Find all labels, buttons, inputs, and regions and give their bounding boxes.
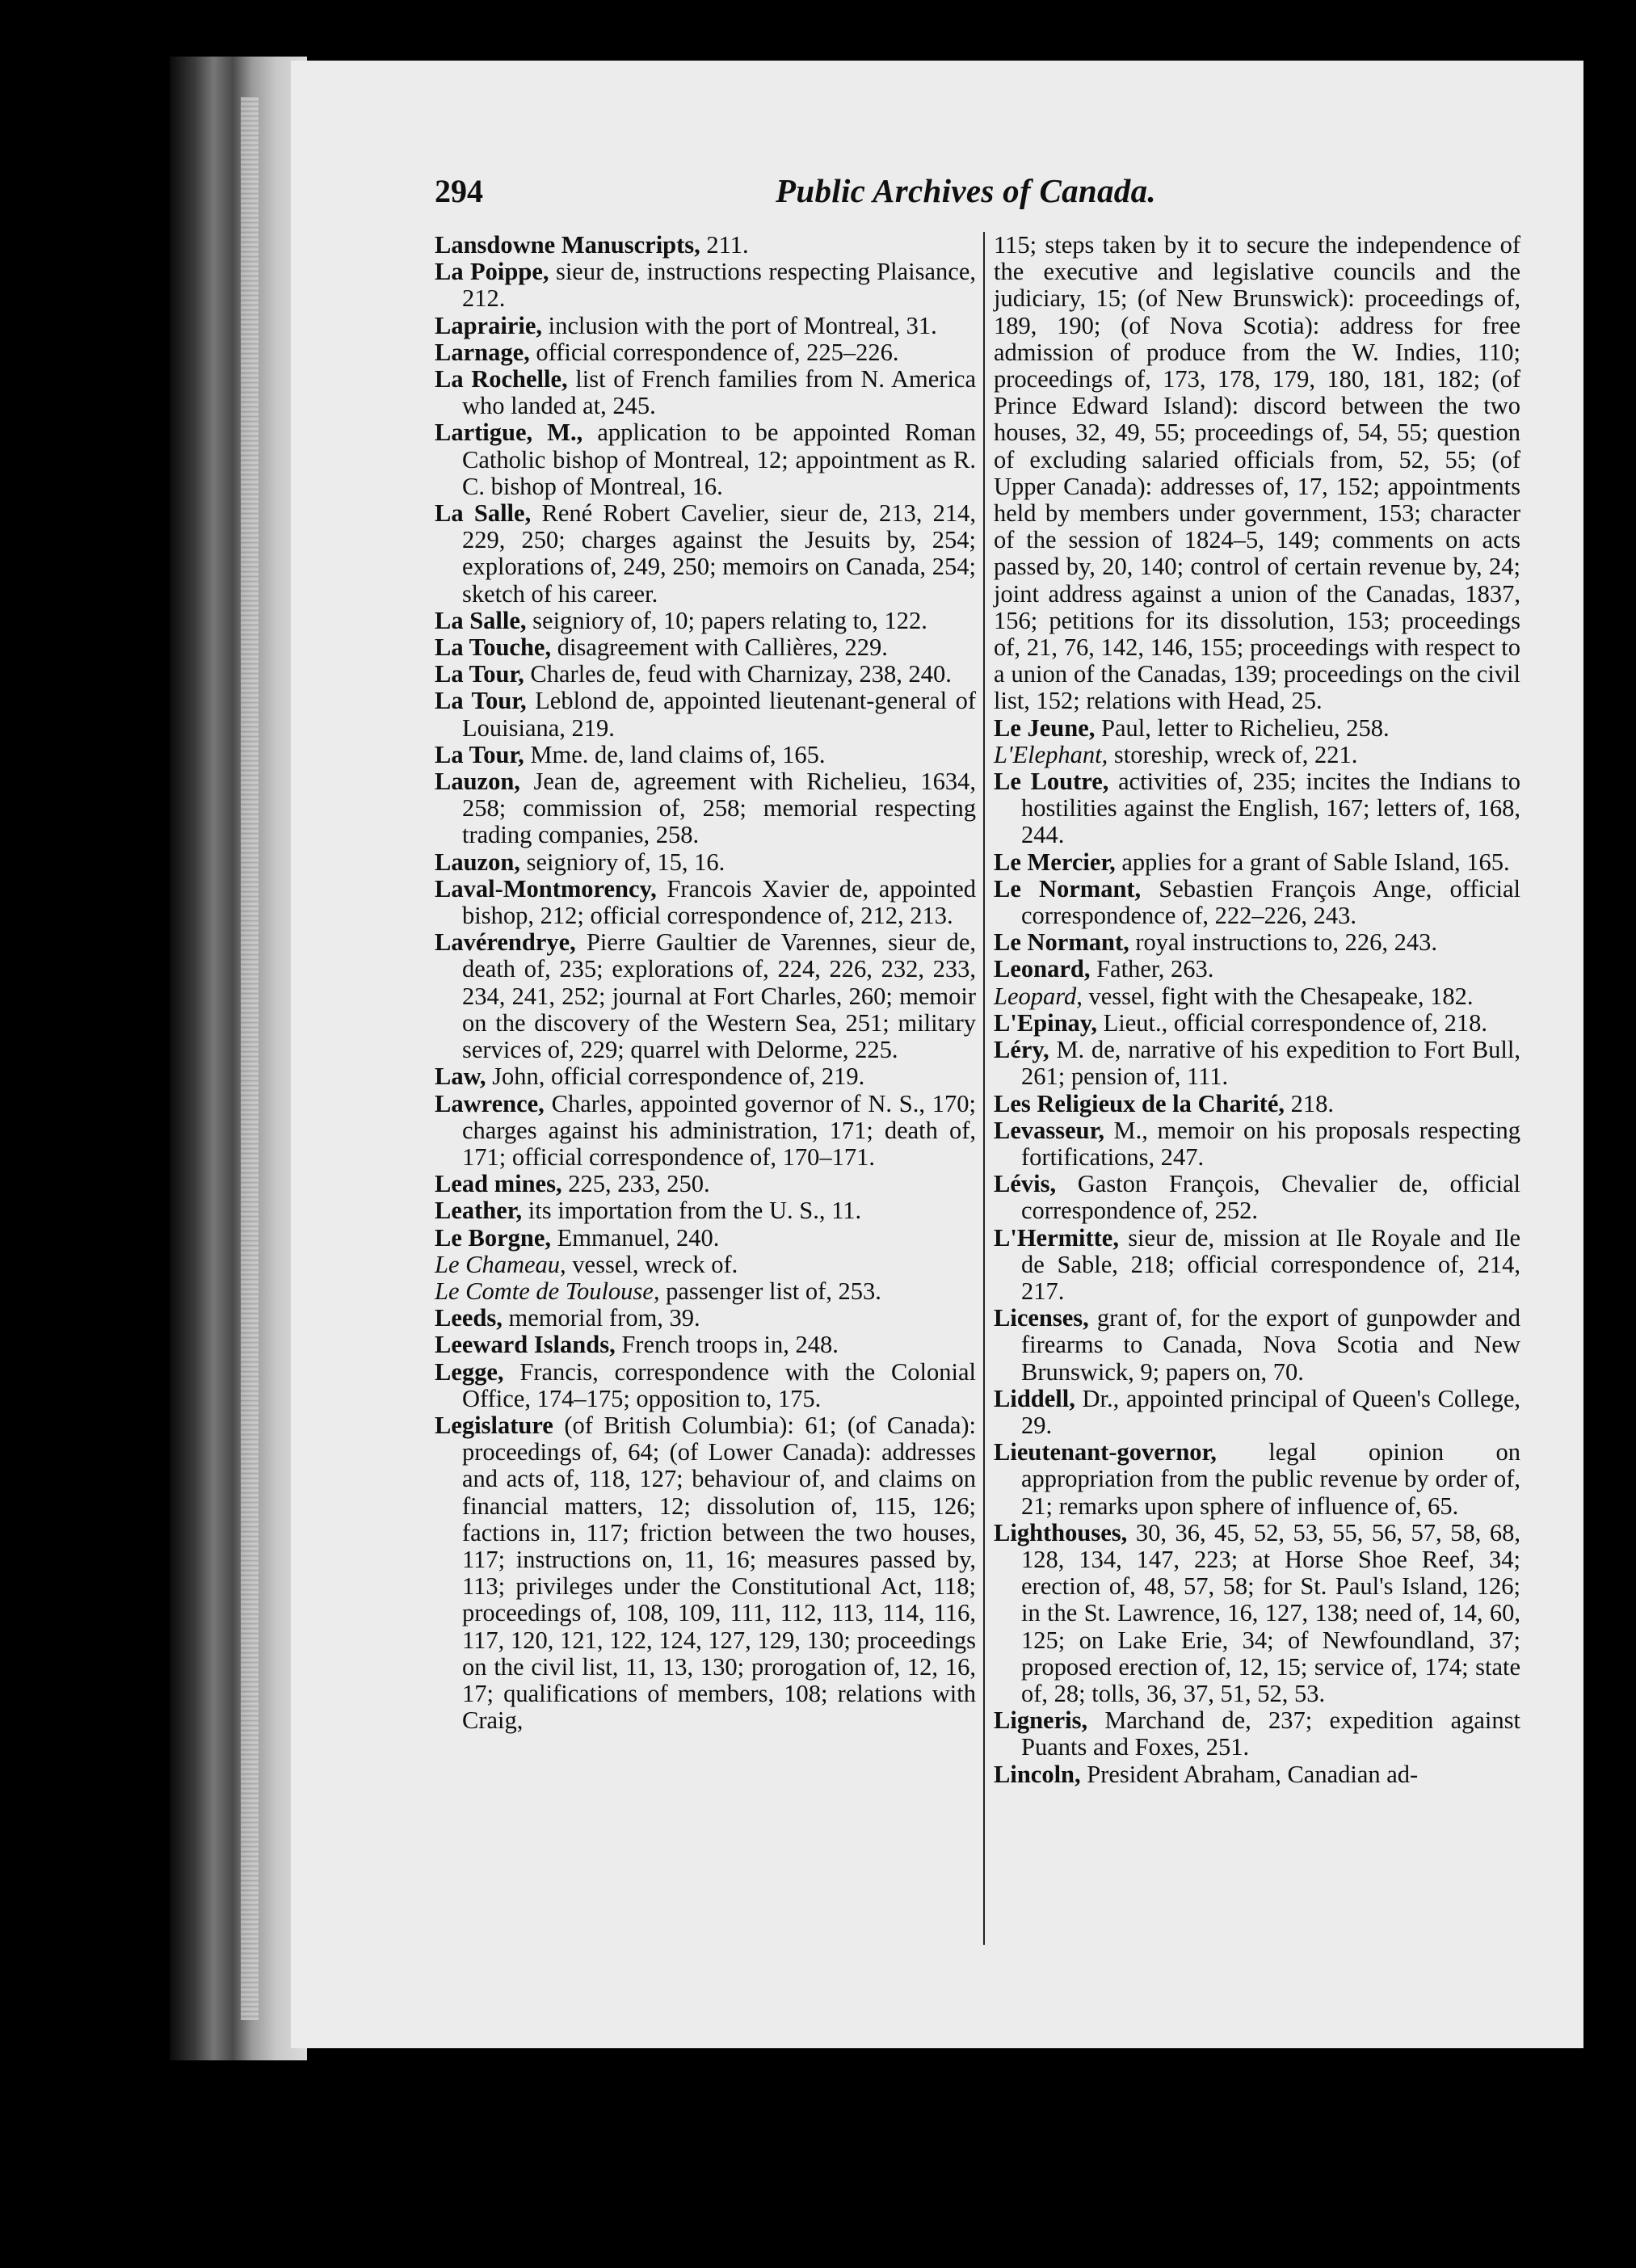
entry-text: 30, 36, 45, 52, 53, 55, 56, 57, 58, 68, 128, 134, 147, 223; at Horse Shoe Reef, 34; erection of, 48, 57, 58; for St. Paul's Island, 126; in the St. Lawrence, 16, 127, 138; need of, 14, 60, 125; on Lake Erie, 34; of Newfoundland, 37; proposed erection of, 12, 15; service of, 174; state of, 28; tolls, 36, 37, 51, 52, 53. (1021, 1518, 1520, 1707)
entry-heading: La Salle, (435, 499, 532, 528)
entry-heading: La Touche, (435, 633, 552, 662)
entry-text: vessel, fight with the Chesapeake, 182. (1082, 982, 1474, 1010)
index-entry (435, 1359, 976, 1412)
entry-heading: Liddell, (994, 1384, 1075, 1412)
entry-text: Gaston François, Chevalier de, official correspondence of, 252. (1021, 1170, 1520, 1225)
index-entry (994, 1520, 1520, 1707)
column-divider (983, 232, 985, 1945)
entry-text: activities of, 235; incites the Indians to hostilities against the English, 167; letters of, 168, 244. (1021, 768, 1520, 849)
entry-heading: Law, (435, 1062, 486, 1091)
entry-heading: Larnage, (435, 338, 530, 366)
running-title: Public Archives of Canada. (776, 172, 1156, 209)
index-entry (435, 1063, 976, 1090)
index-entry (994, 956, 1520, 983)
index-entry (435, 1225, 976, 1252)
entry-text: seigniory of, 10; papers relating to, 122. (526, 606, 927, 634)
page-edge-stripes (241, 97, 259, 2020)
index-entry (994, 929, 1520, 956)
index-entry (435, 688, 976, 741)
index-entry (435, 1252, 976, 1278)
index-entry (994, 742, 1520, 768)
index-entry (435, 929, 976, 1063)
entry-heading: Lauzon, (435, 768, 520, 796)
entry-text: Francis, correspondence with the Colonial Office, 174–175; opposition to, 175. (462, 1357, 976, 1412)
index-entry (435, 313, 976, 339)
index-entry (435, 876, 976, 929)
entry-text: legal opinion on appropriation from the public revenue by order of, 21; remarks upon sphere of influence of, 65. (1021, 1438, 1520, 1520)
index-entry (435, 1091, 976, 1172)
index-entry (435, 742, 976, 768)
entry-heading: Levasseur, (994, 1116, 1104, 1144)
continued-entry-text: 115; steps taken by it to secure the independence of the executive and legislative councils and the judiciary, 15; (of New Brunswick): proceedings of, 189, 190; (of Nova Scotia): address for free admission of produce from the W. Indies, 110; proceedings of, 173, 178, 179, 180, 181, 182; (of Prince Edward Island): discord between the two houses, 32, 49, 55; proceedings of, 54, 55; question of excluding salaried officials from, 52, 55; (of Upper Canada): addresses of, 17, 152; appointments held by members under government, 153; character of the session of 1824–5, 149; comments on acts passed by, 20, 140; control of certain revenue by, 24; joint address against a union of the Canadas, 1837, 156; petitions for its dissolution, 153; proceedings of, 21, 76, 142, 146, 155; proceedings with respect to a union of the Canadas, 139; proceedings on the civil list, 152; relations with Head, 25. (994, 231, 1520, 715)
entry-heading: La Tour, (435, 740, 524, 768)
index-entry (994, 1386, 1520, 1439)
entry-text: seigniory of, 15, 16. (519, 848, 725, 876)
entry-heading: Lévis, (994, 1170, 1057, 1198)
entry-text: Lieut., official correspondence of, 218. (1097, 1008, 1488, 1037)
index-entry (994, 1117, 1520, 1171)
entry-heading: La Salle, (435, 606, 527, 634)
entry-text: storeship, wreck of, 221. (1108, 740, 1358, 768)
entry-heading: Leather, (435, 1197, 523, 1225)
entry-heading: Lawrence, (435, 1089, 545, 1117)
entry-heading: La Tour, (435, 660, 524, 688)
index-entry (435, 419, 976, 500)
entry-text: passenger list of, 253. (659, 1277, 881, 1305)
entry-text: French troops in, 248. (615, 1331, 839, 1359)
index-entry (435, 366, 976, 419)
entry-heading: L'Hermitte, (994, 1223, 1119, 1252)
index-entry (435, 849, 976, 876)
index-entry (435, 259, 976, 312)
entry-heading: Leonard, (994, 955, 1091, 983)
entry-text: Emmanuel, 240. (551, 1223, 720, 1252)
entry-text: Francois Xavier de, appointed bishop, 212; official correspondence of, 212, 213. (462, 874, 976, 930)
entry-heading: L'Epinay, (994, 1008, 1098, 1037)
entry-text: M., memoir on his proposals respecting fortifications, 247. (1021, 1116, 1520, 1171)
index-column-left (435, 232, 976, 1734)
entry-heading: Laval-Montmorency, (435, 874, 657, 903)
entry-heading: Lighthouses, (994, 1518, 1128, 1546)
entry-heading: Le Borgne, (435, 1223, 552, 1252)
entry-text: 225, 233, 250. (561, 1170, 710, 1198)
entry-text: Jean de, agreement with Richelieu, 1634, 258; commission of, 258; memorial respecting trading companies, 258. (462, 768, 976, 849)
index-entry (435, 634, 976, 661)
entry-heading: Les Religieux de la Charité, (994, 1089, 1285, 1117)
entry-text: grant of, for the export of gunpowder and firearms to Canada, Nova Scotia and New Brunswick, 9; papers on, 70. (1021, 1304, 1520, 1386)
entry-text: sieur de, instructions respecting Plaisance, 212. (462, 258, 976, 313)
book-page (291, 61, 1583, 2048)
entry-text: (of British Columbia): 61; (of Canada): proceedings of, 64; (of Lower Canada): addresses and acts of, 118, 127; behaviour of, and claims on financial matters, 12; dissolution of, 115, 126; factions in, 117; friction between the two houses, 117; instructions on, 11, 16; measures passed by, 113; privileges under the Constitutional Act, 118; proceedings of, 108, 109, 111, 112, 113, 114, 116, 117, 120, 121, 122, 124, 127, 129, 130; proceedings on the civil list, 11, 13, 130; prorogation of, 12, 16, 17; qualifications of members, 108; relations with Craig, (462, 1411, 976, 1735)
index-entry (994, 1439, 1520, 1520)
entry-heading: Lauzon, (435, 848, 520, 876)
entry-heading: Lavérendrye, (435, 928, 576, 957)
entry-text: Sebastien François Ange, official correspondence of, 222–226, 243. (1021, 874, 1520, 930)
entry-text: 211. (700, 231, 749, 259)
entry-vessel-name: Leopard, (994, 982, 1083, 1010)
entry-text: Father, 263. (1090, 955, 1214, 983)
book-binding (170, 57, 307, 2060)
entry-heading: Legge, (435, 1357, 504, 1386)
index-entry (435, 1332, 976, 1358)
page-content (291, 61, 1583, 2048)
entry-heading: Léry, (994, 1036, 1049, 1064)
entry-text: sieur de, mission at Ile Royale and Ile de Sable, 218; official correspondence of, 214, 217. (1021, 1223, 1520, 1305)
entry-text: Charles de, feud with Charnizay, 238, 240. (524, 660, 952, 688)
entry-heading: Leeds, (435, 1304, 503, 1332)
entry-heading: La Poippe, (435, 258, 549, 286)
entry-heading: Le Jeune, (994, 713, 1096, 742)
entry-text: its importation from the U. S., 11. (522, 1197, 862, 1225)
index-entry (435, 1171, 976, 1197)
index-entry (435, 1412, 976, 1734)
entry-text: vessel, wreck of. (566, 1250, 738, 1278)
entry-text: Marchand de, 237; expedition against Puants and Foxes, 251. (1021, 1706, 1520, 1761)
entry-heading: Lead mines, (435, 1170, 562, 1198)
index-entry (435, 339, 976, 366)
entry-heading: Le Normant, (994, 928, 1129, 957)
entry-text: 218. (1285, 1089, 1335, 1117)
entry-heading: Le Loutre, (994, 768, 1109, 796)
index-entry (994, 768, 1520, 849)
index-entry (435, 1305, 976, 1332)
page-number: 294 (435, 173, 483, 209)
index-entry (435, 768, 976, 849)
entry-text: applies for a grant of Sable Island, 165. (1115, 848, 1510, 876)
index-entry (994, 849, 1520, 876)
entry-heading: Lansdowne Manuscripts, (435, 231, 700, 259)
entry-text: President Abraham, Canadian ad- (1080, 1760, 1419, 1788)
index-entry (994, 983, 1520, 1010)
index-entry (435, 1197, 976, 1224)
index-entry (435, 500, 976, 608)
index-entry (435, 608, 976, 634)
entry-text: application to be appointed Roman Catholic bishop of Montreal, 12; appointment as R. C. bishop of Montreal, 16. (462, 419, 976, 500)
entry-heading: Licenses, (994, 1304, 1089, 1332)
entry-text: list of French families from N. America who landed at, 245. (462, 365, 976, 420)
entry-text: memorial from, 39. (502, 1304, 700, 1332)
index-entry (994, 876, 1520, 929)
index-entry (994, 1010, 1520, 1037)
index-entry (994, 1707, 1520, 1761)
index-entry (435, 1278, 976, 1305)
entry-text: official correspondence of, 225–226. (529, 338, 899, 366)
entry-heading: Legislature (435, 1411, 553, 1439)
entry-text: Leblond de, appointed lieutenant-general of Louisiana, 219. (462, 687, 976, 742)
entry-heading: La Tour, (435, 687, 527, 715)
entry-text: Paul, letter to Richelieu, 258. (1095, 713, 1390, 742)
entry-heading: Le Normant, (994, 874, 1142, 903)
entry-text: Charles, appointed governor of N. S., 170; charges against his administration, 171; death of, 171; official correspondence of, 170–171. (462, 1089, 976, 1171)
index-entry (994, 1091, 1520, 1117)
entry-vessel-name: L'Elephant, (994, 740, 1108, 768)
entry-heading: Le Mercier, (994, 848, 1116, 876)
entry-text: Pierre Gaultier de Varennes, sieur de, death of, 235; explorations of, 224, 226, 232, 233, 234, 241, 252; journal at Fort Charles, 260; memoir on the discovery of the Western Sea, 251; military services of, 229; quarrel with Delorme, 225. (462, 928, 976, 1064)
entry-text: Mme. de, land claims of, 165. (524, 740, 826, 768)
entry-heading: La Rochelle, (435, 365, 568, 393)
index-entry (994, 715, 1520, 742)
entry-text: René Robert Cavelier, sieur de, 213, 214, 229, 250; charges against the Jesuits by, 254; explorations of, 249, 250; memoirs on Canada, 254; sketch of his career. (462, 499, 977, 608)
entry-vessel-name: Le Chameau, (435, 1250, 566, 1278)
index-entry (994, 1305, 1520, 1386)
entry-heading: Ligneris, (994, 1706, 1088, 1735)
entry-vessel-name: Le Comte de Toulouse, (435, 1277, 660, 1305)
entry-text: Dr., appointed principal of Queen's College, 29. (1021, 1384, 1520, 1439)
entry-text: M. de, narrative of his expedition to Fort Bull, 261; pension of, 111. (1021, 1036, 1520, 1091)
index-entry (994, 1761, 1520, 1788)
entry-heading: Lieutenant-governor, (994, 1438, 1217, 1466)
entry-heading: Laprairie, (435, 311, 542, 339)
entry-text: royal instructions to, 226, 243. (1129, 928, 1437, 957)
index-entry (435, 661, 976, 688)
entry-heading: Lincoln, (994, 1760, 1081, 1788)
index-entry (994, 1225, 1520, 1306)
entry-heading: Leeward Islands, (435, 1331, 616, 1359)
index-column-right (994, 232, 1520, 1788)
entry-heading: Lartigue, M., (435, 419, 583, 447)
entry-text: John, official correspondence of, 219. (486, 1062, 865, 1091)
index-entry (994, 1171, 1520, 1224)
index-entry (994, 1037, 1520, 1090)
entry-text: inclusion with the port of Montreal, 31. (542, 311, 937, 339)
index-entry (435, 232, 976, 259)
entry-text: disagreement with Callières, 229. (551, 633, 888, 662)
